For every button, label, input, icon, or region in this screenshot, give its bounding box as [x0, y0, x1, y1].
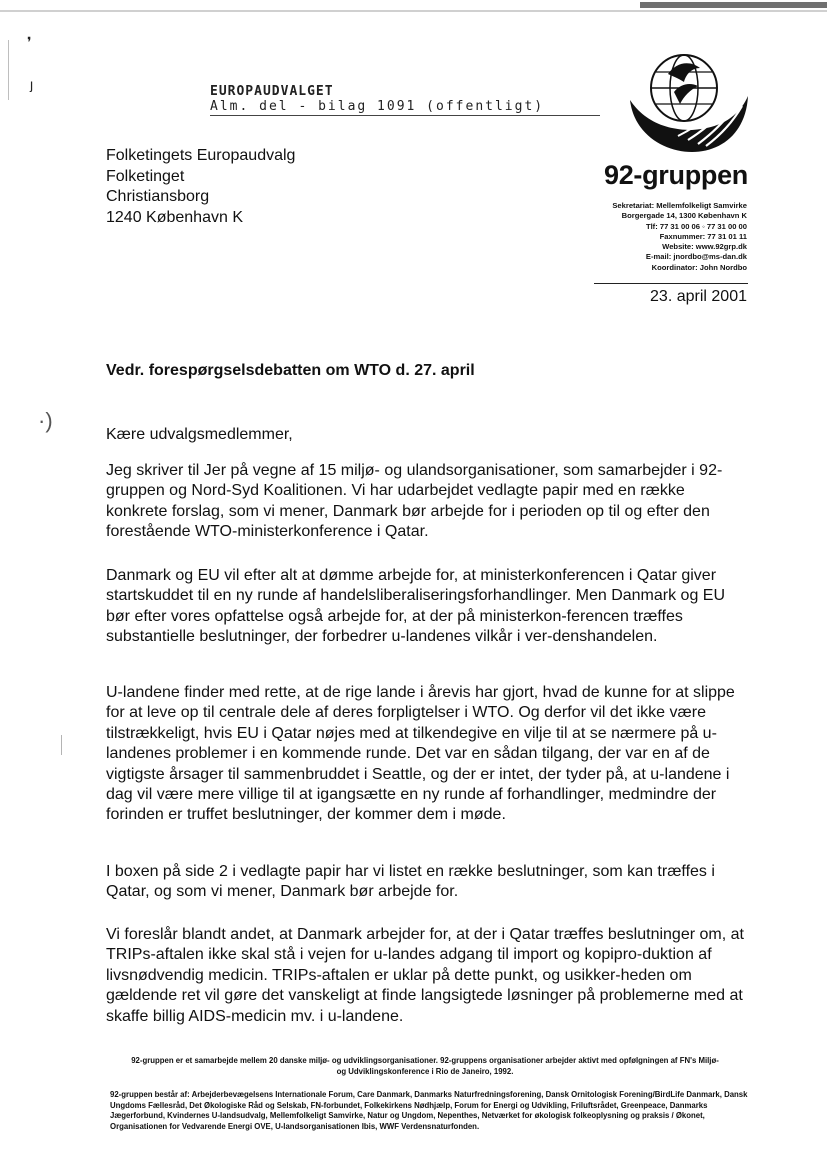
- recipient-address: [106, 146, 295, 228]
- sender-contact-block: [560, 201, 747, 273]
- archive-stamp: [210, 84, 600, 116]
- letter-salutation: Kære udvalgsmedlemmer,: [106, 426, 293, 443]
- letter-date: 23. april 2001: [650, 288, 747, 305]
- body-paragraph: Danmark og EU vil efter alt at dømme arbejde for, at ministerkonferencen i Qatar giver startskuddet til en ny runde af handelsliberaliseringsforhandlinger. Men Danmark og EU bør efter vores opfattelse også arbejde for, at der på ministerkon-ferencen træffes substantielle beslutninger, der forbedrer u-landenes vilkår i ver-denshandelen.: [106, 567, 726, 646]
- date-divider: [594, 283, 748, 284]
- scan-edge-line: [8, 40, 9, 100]
- contact-line: Sekretariat: Mellemfolkeligt Samvirke: [612, 201, 747, 210]
- letter-subject: Vedr. forespørgselsdebatten om WTO d. 27. april: [106, 362, 475, 379]
- stamp-line-2: Alm. del - bilag 1091 (offentligt): [210, 99, 600, 116]
- contact-line: Koordinator: John Nordbo: [651, 262, 747, 272]
- contact-line: Website: www.92grp.dk: [662, 242, 747, 252]
- contact-line: Borgergade 14, 1300 København K: [621, 211, 747, 221]
- scan-speck: ❜: [27, 34, 32, 50]
- scan-top-shadow: [640, 2, 827, 8]
- address-line: Christiansborg: [106, 188, 210, 205]
- address-line: Folketingets Europaudvalg: [106, 147, 296, 164]
- contact-line: E-mail: jnordbo@ms-dan.dk: [645, 252, 747, 262]
- stamp-line-1: EUROPAUDVALGET: [210, 84, 334, 99]
- scan-speck: ȷ: [30, 76, 34, 92]
- footer-intro: 92-gruppen er et samarbejde mellem 20 danske miljø- og udviklingsorganisationer. 92-gruppens organisationer arbejder aktivt med opfølgningen af FN's Miljø- og Udviklingskonference i Rio de Janeiro, 1992.: [131, 1056, 719, 1076]
- scan-edge-line: [61, 735, 62, 755]
- address-line: 1240 København K: [106, 208, 243, 226]
- globe-bird-logo-icon: [628, 52, 750, 154]
- contact-line: Faxnummer: 77 31 01 11: [659, 231, 747, 241]
- contact-line: Tlf: 77 31 00 06 ◦ 77 31 00 00: [645, 221, 747, 231]
- punch-hole-mark: ·): [38, 408, 53, 433]
- body-paragraph: Vi foreslår blandt andet, at Danmark arbejder for, at der i Qatar træffes beslutninger om, at TRIPs-aftalen ikke skal stå i vejen for u-landes adgang til import og kopipro-duktion af livsnødvendig medicin. TRIPs-aftalen er uklar på dette punkt, og usikker-heden om gældende ret vil gøre det vanskeligt at finde langsigtede løsninger på problemerne med at skaffe billig AIDS-medicin mv. i u-landene.: [106, 926, 744, 1025]
- body-paragraph: Jeg skriver til Jer på vegne af 15 miljø- og ulandsorganisationer, som samarbejder i 92-gruppen og Nord-Syd Koalitionen. Vi har udarbejdet vedlagte papir med en række konkrete forslag, som vi mener, Danmark bør arbejde for i perioden op til og efter den forestående WTO-ministerkonference i Qatar.: [106, 462, 723, 541]
- address-line: Folketinget: [106, 167, 185, 185]
- footer-members: 92-gruppen består af: Arbejderbevægelsens Internationale Forum, Care Danmark, Danmarks Naturfredningsforening, Dansk Ornitologisk Forening/BirdLife Danmark, Dansk Ungdoms Fællesråd, Det Økologiske Råd og Selskab, FN-forbundet, Folkekirkens Nødhjælp, Forum for Energi og Udvikling, Friluftsrådet, Greenpeace, Danmarks Jægerforbund, Kvindernes U-landsudvalg, Mellemfolkeligt Samvirke, Natur og Ungdom, Nepenthes, Netværket for økologisk folkeoplysning og praksis / Økonet, Organisationen for Vedvarende Energi OVE, U-landsorganisationen Ibis, WWF Verdensnaturfonden.: [110, 1090, 748, 1131]
- body-paragraph: I boxen på side 2 i vedlagte papir har vi listet en række beslutninger, som kan træffes i Qatar, og som vi mener, Danmark bør arbejde for.: [106, 863, 715, 901]
- body-paragraph: U-landene finder med rette, at de rige lande i årevis har gjort, hvad de kunne for at slippe for at leve op til centrale dele af deres forpligtelser i WTO. Og derfor vil det ikke være tilstrækkeligt, hvis EU i Qatar nøjes med at tilkendegive en vilje til at se nærmere på u-landenes problemer i en kommende runde. Det var en sådan tilgang, der var en af de vigtigste årsager til sammenbruddet i Seattle, og der er intet, der tyder på, at u-landene i dag vil være mere villige til at igangsætte en ny runde af forhandlinger, medmindre der forinden er truffet beslutninger, der kommer dem i møde.: [106, 684, 735, 824]
- sender-name: 92-gruppen: [603, 160, 748, 190]
- scan-top-rule: [0, 10, 827, 12]
